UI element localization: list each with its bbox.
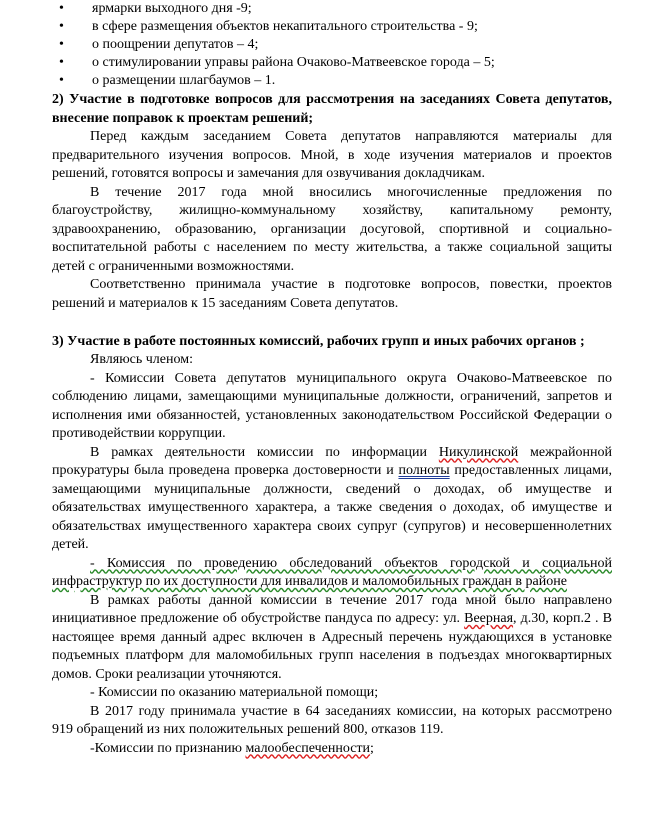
bullet-marker: • — [59, 55, 64, 70]
commission-anticorruption: - Комиссии Совета депутатов муниципального округа Очаково-Матвеевское по соблюдению лицами, замещающими муниципальные должности, ограничений, запретов и исполнения ими обязанностей, установленных законодательством Российской Федерации о противодействии коррупции. — [52, 370, 612, 441]
document-page — [52, 0, 612, 758]
list-item — [52, 54, 612, 72]
list-item-text: о размещении шлагбаумов – 1. — [92, 73, 276, 88]
text-run: предоставленных лицами, замещающими муниципальные должности, сведений о доходах, об имуществе и обязательствах имущественного характера, а также сведения о доходах, об имуществе и обязательствах имущественного характера своих супруг (супругов) и несовершеннолетних детей. — [52, 463, 612, 552]
section-2-paragraph-2: В течение 2017 года мной вносились многочисленные предложения по благоустройству, жилищно-коммунальному хозяйству, капитальному ремонту, здравоохранению, образованию, организации досуговой, спортивной и социально-воспитательной работы с населением по месту жительства, а также социальной защиты детей с ограниченными возможностями. — [52, 184, 612, 274]
list-item-text: ярмарки выходного дня -9; — [92, 1, 252, 16]
text-run: В рамках деятельности комиссии по информации — [90, 444, 439, 460]
bullet-marker: • — [59, 37, 64, 52]
section-2-paragraph-3: Соответственно принимала участие в подготовке вопросов, повестки, проектов решений и материалов к 15 заседаниям Совета депутатов. — [52, 277, 612, 311]
commission-financial-aid: - Комиссии по оказанию материальной помощи; — [90, 685, 379, 700]
section-2-paragraph-1: Перед каждым заседанием Совета депутатов направляются материалы для предварительного изучения вопросов. Мной, в ходе изучения материалов и проектов решений, готовятся вопросы и замечания для озвучивания докладчикам. — [52, 129, 612, 181]
commission-accessibility-details — [52, 592, 612, 685]
commission-accessibility — [52, 555, 612, 592]
spellcheck-word: Веерная — [464, 611, 514, 626]
section-3-heading — [52, 332, 612, 351]
list-item-text: о поощрении депутатов – 4; — [92, 37, 259, 52]
list-item — [52, 0, 612, 18]
text-run: , д.30, корп.2 . В настоящее время данный адрес включен в Адресный перечень нуждающихся в установке подъемных платформ для маломобильных групп населения в подъездах многоквартирных домов. Сроки реализации уточняются. — [52, 611, 613, 682]
commission-low-income — [52, 740, 612, 759]
member-intro: Являюсь членом: — [90, 352, 193, 367]
commission-financial-aid-details: В 2017 году принимала участие в 64 заседаниях комиссии, на которых рассмотрено 919 обращений из них положительных решений 800, отказов 119. — [52, 703, 612, 737]
text-run: В рамках работы данной комиссии в течение 2017 года мной было направлено инициативное предложение об обустройстве пандуса по адресу: ул. — [52, 592, 612, 626]
bullet-list — [52, 0, 612, 90]
bullet-marker: • — [59, 19, 64, 34]
list-item-text: в сфере размещения объектов некапитального строительства - 9; — [92, 19, 478, 34]
text-run: межрайонной прокуратуры была проведена проверка достоверности и — [52, 444, 612, 478]
list-item-text: о стимулировании управы района Очаково-Матвеевское города – 5; — [92, 55, 495, 70]
bullet-marker: • — [59, 73, 64, 88]
bullet-marker: • — [59, 1, 64, 16]
list-item — [52, 72, 612, 90]
text-run: -Комиссии по признанию — [90, 740, 246, 756]
section-3-heading-text: 3) Участие в работе постоянных комиссий, рабочих групп и иных рабочих органов ; — [52, 334, 585, 349]
commission-anticorruption-details — [52, 444, 612, 555]
grammar-flagged-text: - Комиссия по проведению обследований объектов городской и социальной инфраструктур по их доступности для инвалидов и маломобильных граждан в районе — [52, 555, 612, 589]
list-item — [52, 18, 612, 36]
grammar-word: полноты — [398, 463, 450, 478]
spellcheck-word: Никулинской — [438, 444, 519, 460]
spacer — [52, 313, 612, 332]
section-2-heading: 2) Участие в подготовке вопросов для рассмотрения на заседаниях Совета депутатов, внесение поправок к проектам решений; — [52, 92, 612, 126]
spellcheck-word: малообеспеченности — [245, 740, 371, 756]
text-run: ; — [370, 740, 374, 756]
list-item — [52, 36, 612, 54]
